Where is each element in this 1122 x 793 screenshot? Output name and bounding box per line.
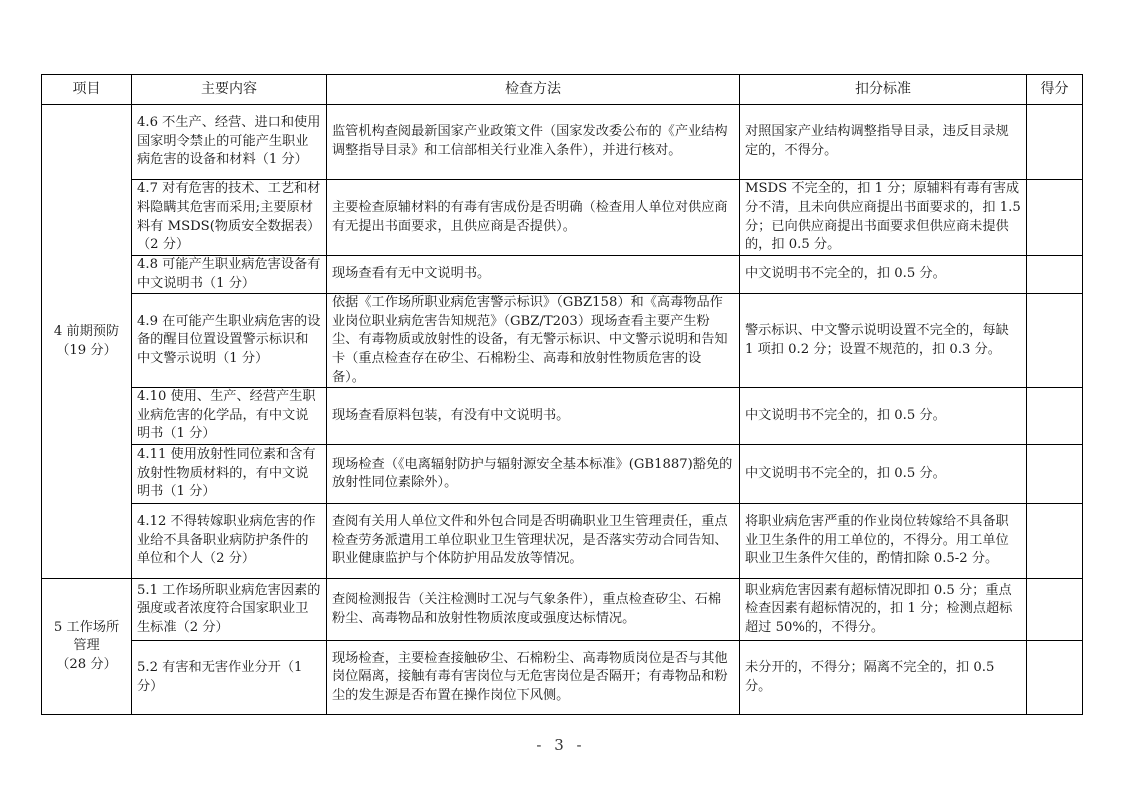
content-cell: 4.12 不得转嫁职业病危害的作业给不具备职业病防护条件的单位和个人（2 分） xyxy=(132,504,327,579)
criteria-cell: 中文说明书不完全的，扣 0.5 分。 xyxy=(740,256,1027,294)
method-cell: 现场检查（《电离辐射防护与辐射源安全基本标准》(GB1887)豁免的放射性同位素除外）。 xyxy=(327,445,740,504)
header-main-content: 主要内容 xyxy=(132,75,327,105)
category-cell xyxy=(42,105,132,579)
table-row xyxy=(42,105,1083,180)
criteria-cell: 警示标识、中文警示说明设置不完全的，每缺 1 项扣 0.2 分；设置不规范的，扣 0.3 分。 xyxy=(740,294,1027,388)
table-row xyxy=(42,579,1083,641)
score-cell[interactable] xyxy=(1027,445,1083,504)
category-points: （19 分） xyxy=(56,342,117,358)
header-item: 项目 xyxy=(42,75,132,105)
score-cell[interactable] xyxy=(1027,641,1083,715)
content-cell: 5.2 有害和无害作业分开（1 分） xyxy=(132,641,327,715)
header-score: 得分 xyxy=(1027,75,1083,105)
method-cell: 现场查看原料包装，有没有中文说明书。 xyxy=(327,388,740,445)
criteria-cell: 对照国家产业结构调整指导目录，违反目录规定的，不得分。 xyxy=(740,105,1027,180)
score-cell[interactable] xyxy=(1027,579,1083,641)
content-cell: 4.11 使用放射性同位素和含有放射性物质材料的，有中文说明书（1 分） xyxy=(132,445,327,504)
method-cell: 查阅检测报告（关注检测时工况与气象条件），重点检查矽尘、石棉粉尘、高毒物品和放射性物质浓度或强度达标情况。 xyxy=(327,579,740,641)
table-row xyxy=(42,180,1083,256)
page-number: - 3 - xyxy=(536,736,586,754)
method-cell: 监管机构查阅最新国家产业政策文件（国家发改委公布的《产业结构调整指导目录》和工信部相关行业准入条件），并进行核对。 xyxy=(327,105,740,180)
table-row xyxy=(42,445,1083,504)
table-row xyxy=(42,388,1083,445)
method-cell: 现场查看有无中文说明书。 xyxy=(327,256,740,294)
category-label: 4 前期预防 xyxy=(53,324,120,339)
category-label: 5 工作场所 xyxy=(53,619,120,635)
table-row xyxy=(42,641,1083,715)
header-deduction-criteria: 扣分标准 xyxy=(740,75,1027,105)
criteria-cell: 中文说明书不完全的，扣 0.5 分。 xyxy=(740,445,1027,504)
content-cell: 5.1 工作场所职业病危害因素的强度或者浓度符合国家职业卫生标准（2 分） xyxy=(132,579,327,641)
method-cell: 查阅有关用人单位文件和外包合同是否明确职业卫生管理责任，重点检查劳务派遣用工单位职业卫生管理状况，是否落实劳动合同告知、职业健康监护与个体防护用品发放等情况。 xyxy=(327,504,740,579)
score-cell[interactable] xyxy=(1027,180,1083,256)
criteria-cell: 职业病危害因素有超标情况即扣 0.5 分；重点检查因素有超标情况的，扣 1 分；检测点超标超过 50%的，不得分。 xyxy=(740,579,1027,641)
inspection-scoring-table xyxy=(41,74,1083,715)
content-cell: 4.9 在可能产生职业病危害的设备的醒目位置设置警示标识和中文警示说明（1 分） xyxy=(132,294,327,388)
content-cell: 4.8 可能产生职业病危害设备有中文说明书（1 分） xyxy=(132,256,327,294)
table-row xyxy=(42,256,1083,294)
category-cell xyxy=(42,579,132,715)
score-cell[interactable] xyxy=(1027,504,1083,579)
criteria-cell: 中文说明书不完全的，扣 0.5 分。 xyxy=(740,388,1027,445)
criteria-cell: MSDS 不完全的，扣 1 分；原辅料有毒有害成分不清，且未向供应商提出书面要求的，扣 1.5 分；已向供应商提出书面要求但供应商未提供的，扣 0.5 分。 xyxy=(740,180,1027,256)
table-row xyxy=(42,294,1083,388)
criteria-cell: 未分开的，不得分；隔离不完全的，扣 0.5 分。 xyxy=(740,641,1027,715)
criteria-cell: 将职业病危害严重的作业岗位转嫁给不具备职业卫生条件的用工单位的，不得分。用工单位职业卫生条件欠佳的，酌情扣除 0.5-2 分。 xyxy=(740,504,1027,579)
content-cell: 4.7 对有危害的技术、工艺和材料隐瞒其危害而采用;主要原材料有 MSDS(物质安全数据表）（2 分） xyxy=(132,180,327,256)
score-cell[interactable] xyxy=(1027,294,1083,388)
score-cell[interactable] xyxy=(1027,388,1083,445)
category-label-cont: 管理 xyxy=(73,638,100,654)
table-header-row xyxy=(42,75,1083,105)
header-inspection-method: 检查方法 xyxy=(327,75,740,105)
table-row xyxy=(42,504,1083,579)
method-cell: 依据《工作场所职业病危害警示标识》（GBZ158）和《高毒物品作业岗位职业病危害告知规范》（GBZ/T203）现场查看主要产生粉尘、有毒物质或放射性的设备，有无警示标识、中文警示说明和告知卡（重点检查存在矽尘、石棉粉尘、高毒和放射性物质危害的设备）。 xyxy=(327,294,740,388)
content-cell: 4.10 使用、生产、经营产生职业病危害的化学品，有中文说明书（1 分） xyxy=(132,388,327,445)
category-points: （28 分） xyxy=(56,656,117,672)
score-cell[interactable] xyxy=(1027,256,1083,294)
score-cell[interactable] xyxy=(1027,105,1083,180)
content-cell: 4.6 不生产、经营、进口和使用国家明令禁止的可能产生职业病危害的设备和材料（1 分） xyxy=(132,105,327,180)
method-cell: 主要检查原辅材料的有毒有害成份是否明确（检查用人单位对供应商有无提出书面要求，且供应商是否提供）。 xyxy=(327,180,740,256)
method-cell: 现场检查，主要检查接触矽尘、石棉粉尘、高毒物质岗位是否与其他岗位隔离，接触有毒有害岗位与无危害岗位是否隔开；有毒物品和粉尘的发生源是否布置在操作岗位下风侧。 xyxy=(327,641,740,715)
